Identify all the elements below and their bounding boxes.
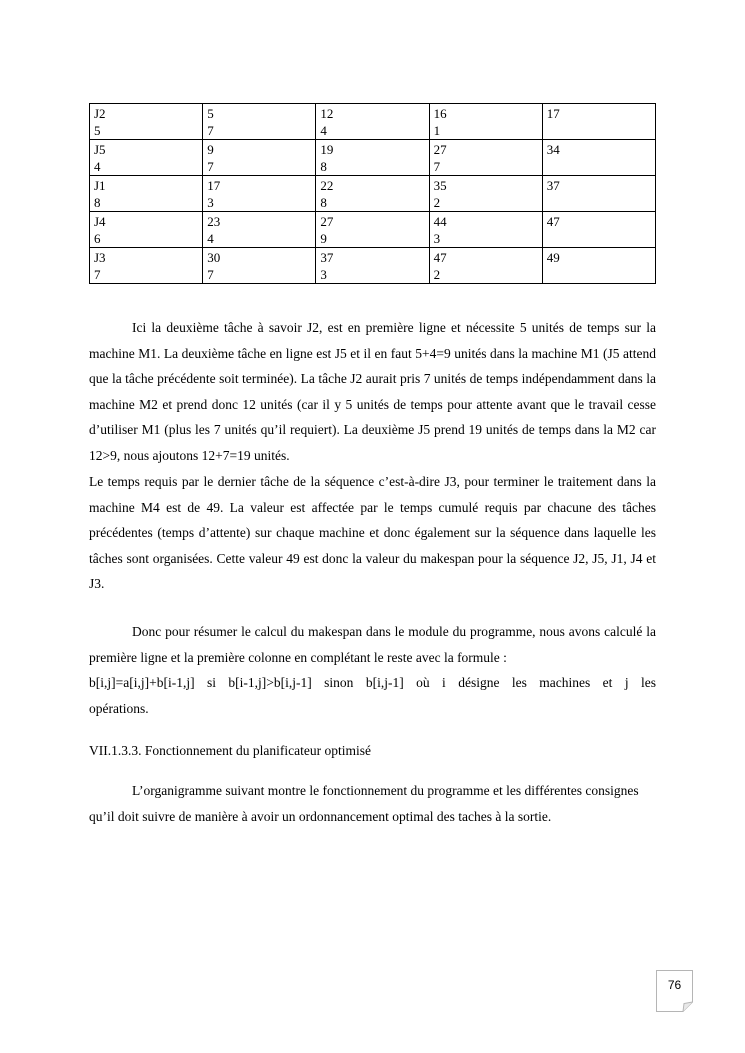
table-row [90, 212, 656, 248]
cell-value-top: 30 [207, 250, 221, 265]
table-cell [429, 176, 542, 212]
cell-value-bottom: 3 [433, 231, 441, 246]
cell-value-bottom: 4 [207, 231, 214, 246]
cell-value-top: 37 [320, 250, 334, 265]
cell-value-top: 12 [320, 106, 334, 121]
cell-value-top: J1 [94, 178, 106, 193]
table-cell [316, 212, 429, 248]
cell-value-bottom: 4 [94, 159, 101, 174]
cell-value-top: 27 [433, 142, 447, 157]
table-cell [90, 176, 203, 212]
table-cell [90, 248, 203, 284]
table-cell [203, 140, 316, 176]
cell-value-bottom: 8 [320, 195, 327, 210]
table-row [90, 248, 656, 284]
cell-value-bottom: 7 [207, 267, 214, 282]
cell-value-bottom: 3 [207, 195, 214, 210]
table-cell [316, 176, 429, 212]
cell-value-top: 34 [546, 142, 560, 157]
table-cell [542, 176, 655, 212]
paragraph-explanation [89, 315, 656, 468]
paragraph-text: Donc pour résumer le calcul du makespan dans le module du programme, nous avons calculé la première ligne et la première colonne en complétant le reste avec la formule : [89, 624, 656, 665]
section-heading: VII.1.3.3. Fonctionnement du planificateur optimisé [89, 743, 371, 758]
table-cell [542, 140, 655, 176]
table-cell [316, 140, 429, 176]
page-number-box [656, 970, 693, 1012]
cell-value-top: 17 [207, 178, 221, 193]
cell-value-top: 37 [546, 178, 560, 193]
cell-value-top: J5 [94, 142, 106, 157]
cell-value-top: 17 [546, 106, 560, 121]
cell-value-bottom: 7 [433, 159, 441, 174]
cell-value-top: J3 [94, 250, 106, 265]
cell-value-top: 35 [433, 178, 447, 193]
table-row [90, 176, 656, 212]
cell-value-bottom: 7 [207, 159, 214, 174]
table-cell [316, 104, 429, 140]
table-cell [316, 248, 429, 284]
formula-line: b[i,j]=a[i,j]+b[i-1,j] si b[i-1,j]>b[i,j-1] sinon b[i,j-1] où i désigne les machines et j les [89, 675, 656, 690]
cell-value-top: 49 [546, 250, 560, 265]
paragraph-organigram [89, 778, 656, 829]
table-cell [542, 248, 655, 284]
cell-value-bottom: 7 [94, 267, 101, 282]
cell-value-top: 19 [320, 142, 334, 157]
table-row [90, 104, 656, 140]
cell-value-bottom: 8 [94, 195, 101, 210]
table-cell [429, 212, 542, 248]
schedule-table [89, 103, 656, 284]
cell-value-bottom: 7 [207, 123, 214, 138]
table-cell [429, 140, 542, 176]
cell-value-top: J4 [94, 214, 106, 229]
cell-value-bottom: 2 [433, 195, 441, 210]
table-cell [90, 104, 203, 140]
table-cell [203, 176, 316, 212]
cell-value-top: 44 [433, 214, 447, 229]
cell-value-bottom: 5 [94, 123, 101, 138]
paragraph-end: opérations. [89, 700, 149, 716]
table-cell [429, 248, 542, 284]
table-row [90, 140, 656, 176]
paragraph-summary [89, 619, 656, 721]
cell-value-bottom: 6 [94, 231, 101, 246]
cell-value-top: 27 [320, 214, 334, 229]
cell-value-bottom: 2 [433, 267, 441, 282]
cell-value-top: 22 [320, 178, 334, 193]
table-cell [203, 104, 316, 140]
cell-value-top: 47 [433, 250, 447, 265]
cell-value-bottom: 4 [320, 123, 327, 138]
cell-value-top: 9 [207, 142, 214, 157]
cell-value-top: J2 [94, 106, 106, 121]
table-cell [203, 212, 316, 248]
table-cell [90, 212, 203, 248]
table-cell [429, 104, 542, 140]
page-number: 76 [667, 978, 682, 992]
paragraph-text: L’organigramme suivant montre le fonctionnement du programme et les différentes consignes qu’il doit suivre de manière à avoir un ordonnancement optimal des taches à la sortie. [89, 783, 639, 824]
table-cell [203, 248, 316, 284]
cell-value-bottom: 1 [433, 123, 441, 138]
cell-value-top: 5 [207, 106, 214, 121]
cell-value-bottom: 8 [320, 159, 327, 174]
paragraph-text: Le temps requis par le dernier tâche de la séquence c’est-à-dire J3, pour terminer le traitement dans la machine M4 est de 49. La valeur est affectée par le temps cumulé requis par chacune des tâches précédentes (temps d’attente) sur chaque machine et donc également sur la séquence dans laquelle les tâches sont organisées. Cette valeur 49 est donc la valeur du makespan pour la séquence J2, J5, J1, J4 et J3. [89, 474, 656, 591]
cell-value-bottom: 9 [320, 231, 327, 246]
table-cell [90, 140, 203, 176]
table-cell [542, 104, 655, 140]
cell-value-bottom: 3 [320, 267, 327, 282]
cell-value-top: 16 [433, 106, 447, 121]
cell-value-top: 47 [546, 214, 560, 229]
paragraph-text: Ici la deuxième tâche à savoir J2, est en première ligne et nécessite 5 unités de temps sur la machine M1. La deuxième tâche en ligne est J5 et il en faut 5+4=9 unités dans la machine M1 (J5 attend que la tâche précédente soit terminée). La tâche J2 aurait pris 7 unités de temps indépendamment dans la machine M2 et prend donc 12 unités (car il y 5 unités de temps pour attente avant que le travail cesse d’utiliser M1 (plus les 7 unités qu’il requiert). La deuxième J5 prend 19 unités de temps dans la M2 car 12>9, nous ajoutons 12+7=19 unités. [89, 320, 656, 463]
paragraph-makespan [89, 469, 656, 597]
cell-value-top: 23 [207, 214, 221, 229]
table-cell [542, 212, 655, 248]
